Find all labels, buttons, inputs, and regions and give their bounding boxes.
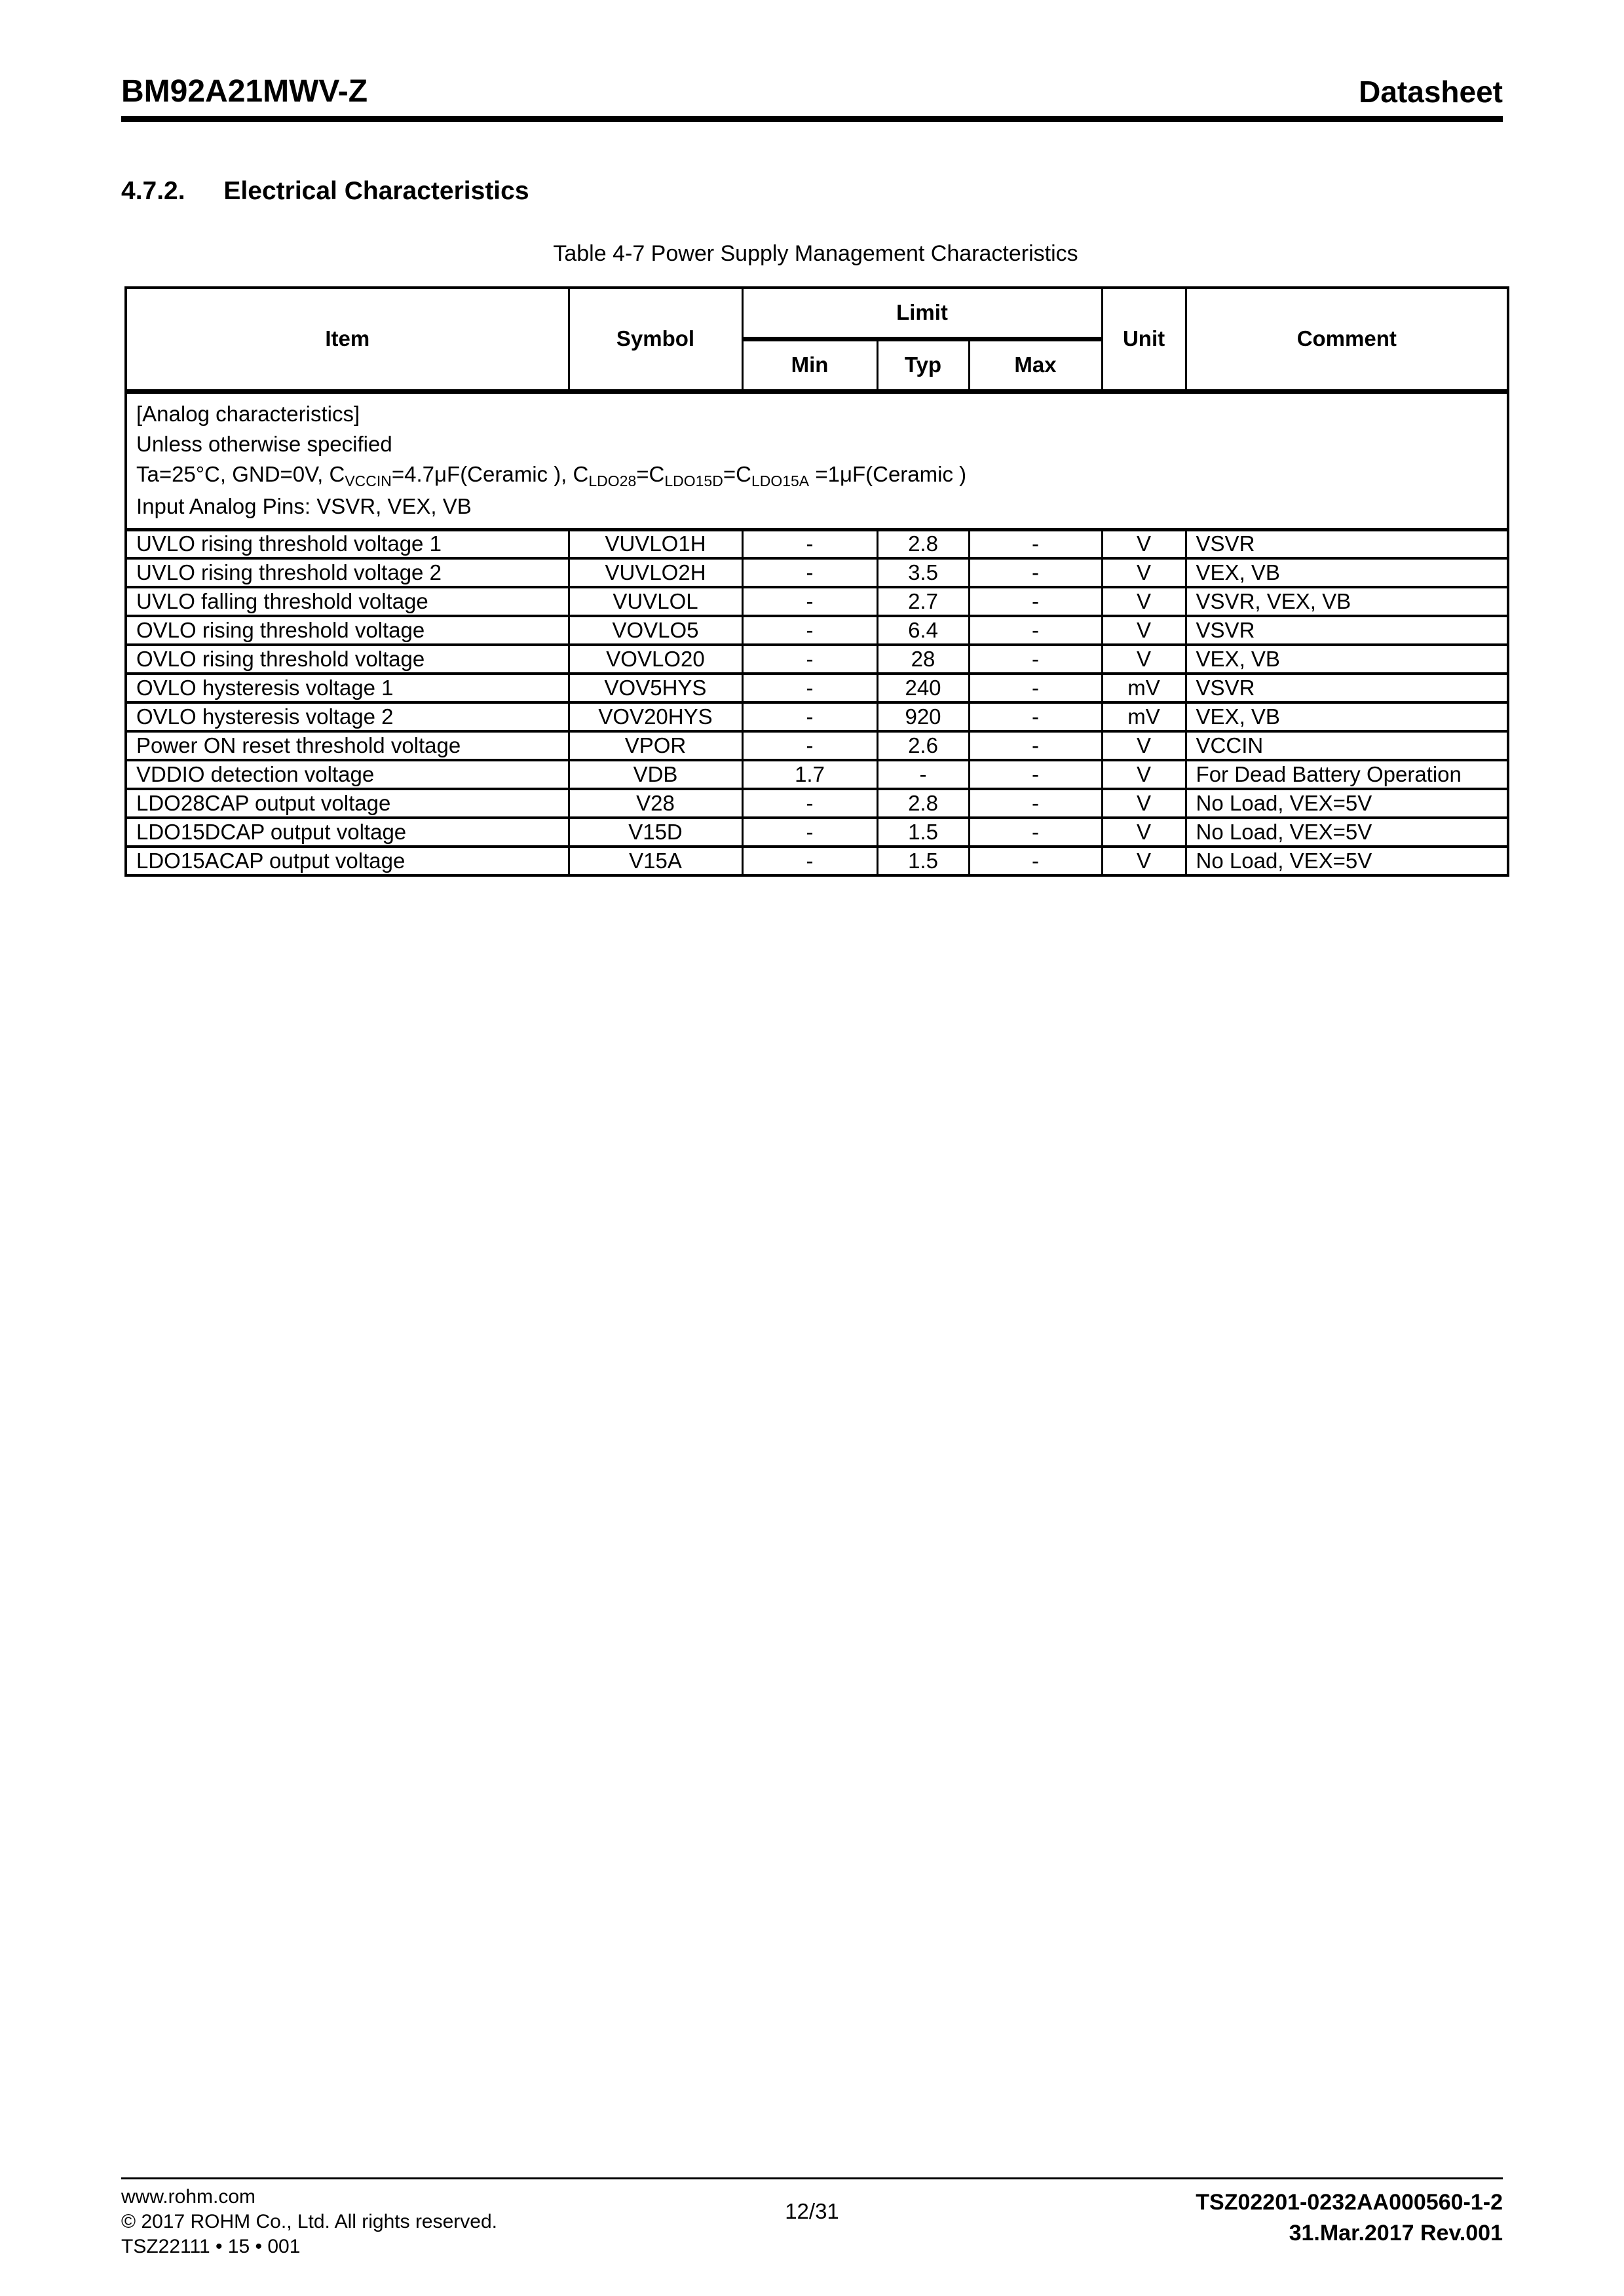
cell-comment: VSVR, VEX, VB — [1186, 587, 1508, 616]
cell-typ: 2.8 — [877, 529, 969, 558]
table-row — [126, 674, 1508, 702]
column-header-limit: Limit — [742, 288, 1102, 339]
subscript: VCCIN — [345, 472, 392, 489]
cell-typ: - — [877, 760, 969, 789]
cell-symbol: VDB — [569, 760, 742, 789]
cell-typ: 240 — [877, 674, 969, 702]
cell-max: - — [969, 760, 1102, 789]
footer-page-number: 12/31 — [785, 2199, 839, 2223]
table-row — [126, 789, 1508, 818]
column-header-item: Item — [126, 288, 569, 391]
cell-typ: 3.5 — [877, 558, 969, 587]
table-row — [126, 760, 1508, 789]
cell-max: - — [969, 702, 1102, 731]
conditions-line-3: Ta=25°C, GND=0V, $C_{VCCIN}=4.7\mu F(Ceramic$ ), $C_{LDO28}=C_{LDO15D}=C_{LDO15A}$ =1μF(Ceramic ) — [136, 461, 967, 489]
column-header-unit: Unit — [1102, 288, 1186, 391]
cell-comment: No Load, VEX=5V — [1186, 847, 1508, 875]
cell-unit: mV — [1102, 674, 1186, 702]
cell-min: - — [742, 818, 877, 847]
cell-min: - — [742, 558, 877, 587]
cell-unit: V — [1102, 616, 1186, 645]
cell-min: - — [742, 529, 877, 558]
table-row — [126, 529, 1508, 558]
cell-symbol: VOV5HYS — [569, 674, 742, 702]
cell-typ: 6.4 — [877, 616, 969, 645]
cell-unit: V — [1102, 789, 1186, 818]
cell-symbol: VOV20HYS — [569, 702, 742, 731]
cell-max: - — [969, 587, 1102, 616]
cell-max: - — [969, 616, 1102, 645]
section-heading — [121, 177, 529, 206]
footer-code-left: TSZ22111 • 15 • 001 — [121, 2236, 301, 2257]
cell-symbol: V28 — [569, 789, 742, 818]
cell-unit: mV — [1102, 702, 1186, 731]
cell-comment: VEX, VB — [1186, 558, 1508, 587]
doc-type-label: Datasheet — [1359, 75, 1503, 109]
cell-item: LDO15DCAP output voltage — [126, 818, 569, 847]
cell-unit: V — [1102, 760, 1186, 789]
cell-item: OVLO hysteresis voltage 2 — [126, 702, 569, 731]
cell-min: - — [742, 847, 877, 875]
cell-typ: 2.8 — [877, 789, 969, 818]
cell-min: - — [742, 731, 877, 760]
cell-max: - — [969, 731, 1102, 760]
cell-unit: V — [1102, 558, 1186, 587]
footer-rule — [121, 2177, 1503, 2179]
cell-comment: VEX, VB — [1186, 702, 1508, 731]
subscript: LDO15D — [664, 472, 723, 489]
table-row — [126, 702, 1508, 731]
header-row-1 — [126, 288, 1508, 339]
cell-comment: VSVR — [1186, 616, 1508, 645]
cell-item: OVLO hysteresis voltage 1 — [126, 674, 569, 702]
footer-website: www.rohm.com — [121, 2186, 256, 2208]
cell-min: - — [742, 645, 877, 674]
cell-comment: No Load, VEX=5V — [1186, 789, 1508, 818]
cell-symbol: V15A — [569, 847, 742, 875]
cell-comment: For Dead Battery Operation — [1186, 760, 1508, 789]
cell-unit: V — [1102, 645, 1186, 674]
footer-doc-code: TSZ02201-0232AA000560-1-2 — [1196, 2190, 1503, 2215]
table-row — [126, 818, 1508, 847]
cell-typ: 1.5 — [877, 818, 969, 847]
conditions-line-4: Input Analog Pins: VSVR, VEX, VB — [136, 493, 472, 518]
subscript: LDO28 — [588, 472, 637, 489]
cell-symbol: VOVLO20 — [569, 645, 742, 674]
cell-unit: V — [1102, 731, 1186, 760]
cell-item: LDO28CAP output voltage — [126, 789, 569, 818]
cell-min: - — [742, 587, 877, 616]
cell-typ: 920 — [877, 702, 969, 731]
cell-symbol: VUVLO2H — [569, 558, 742, 587]
cell-unit: V — [1102, 818, 1186, 847]
cell-min: - — [742, 616, 877, 645]
cell-item: VDDIO detection voltage — [126, 760, 569, 789]
cell-max: - — [969, 818, 1102, 847]
cell-comment: VSVR — [1186, 529, 1508, 558]
cell-max: - — [969, 558, 1102, 587]
cell-min: 1.7 — [742, 760, 877, 789]
column-header-max: Max — [969, 339, 1102, 391]
cell-typ: 2.7 — [877, 587, 969, 616]
cell-symbol: VOVLO5 — [569, 616, 742, 645]
cell-comment: VCCIN — [1186, 731, 1508, 760]
cell-min: - — [742, 674, 877, 702]
cell-min: - — [742, 789, 877, 818]
cell-unit: V — [1102, 529, 1186, 558]
table-caption: Table 4-7 Power Supply Management Characteristics — [553, 241, 1078, 266]
cell-typ: 28 — [877, 645, 969, 674]
section-number: 4.7.2. — [121, 177, 185, 205]
cell-max: - — [969, 789, 1102, 818]
cell-typ: 1.5 — [877, 847, 969, 875]
header-rule — [121, 116, 1503, 122]
table-row — [126, 587, 1508, 616]
cell-unit: V — [1102, 587, 1186, 616]
column-header-symbol: Symbol — [569, 288, 742, 391]
cell-item: UVLO rising threshold voltage 1 — [126, 529, 569, 558]
cell-comment: No Load, VEX=5V — [1186, 818, 1508, 847]
section-title: Electrical Characteristics — [223, 177, 529, 205]
cell-item: OVLO rising threshold voltage — [126, 645, 569, 674]
cell-comment: VEX, VB — [1186, 645, 1508, 674]
cell-min: - — [742, 702, 877, 731]
cell-max: - — [969, 529, 1102, 558]
column-header-comment: Comment — [1186, 288, 1508, 391]
page-header — [121, 73, 1503, 109]
subscript: LDO15A — [751, 472, 810, 489]
cell-unit: V — [1102, 847, 1186, 875]
cell-max: - — [969, 674, 1102, 702]
cell-item: UVLO rising threshold voltage 2 — [126, 558, 569, 587]
cell-symbol: VUVLO1H — [569, 529, 742, 558]
table-row — [126, 616, 1508, 645]
cell-symbol: VUVLOL — [569, 587, 742, 616]
conditions-cell — [126, 391, 1508, 529]
cell-symbol: VPOR — [569, 731, 742, 760]
column-header-typ: Typ — [877, 339, 969, 391]
table-row — [126, 558, 1508, 587]
table-row — [126, 847, 1508, 875]
characteristics-table — [124, 286, 1509, 877]
conditions-row — [126, 391, 1508, 529]
cell-max: - — [969, 645, 1102, 674]
cell-typ: 2.6 — [877, 731, 969, 760]
cell-max: - — [969, 847, 1102, 875]
table-row — [126, 645, 1508, 674]
cell-item: OVLO rising threshold voltage — [126, 616, 569, 645]
conditions-line-1: [Analog characteristics] — [136, 401, 360, 426]
footer-revision: 31.Mar.2017 Rev.001 — [1289, 2221, 1503, 2246]
conditions-line-2: Unless otherwise specified — [136, 431, 392, 456]
cell-symbol: V15D — [569, 818, 742, 847]
product-name: BM92A21MWV-Z — [121, 74, 368, 109]
footer-copyright: © 2017 ROHM Co., Ltd. All rights reserved. — [121, 2211, 497, 2232]
cell-item: Power ON reset threshold voltage — [126, 731, 569, 760]
column-header-min: Min — [742, 339, 877, 391]
cell-item: LDO15ACAP output voltage — [126, 847, 569, 875]
cell-item: UVLO falling threshold voltage — [126, 587, 569, 616]
cell-comment: VSVR — [1186, 674, 1508, 702]
footer-right-block — [1196, 2187, 1503, 2249]
table-row — [126, 731, 1508, 760]
